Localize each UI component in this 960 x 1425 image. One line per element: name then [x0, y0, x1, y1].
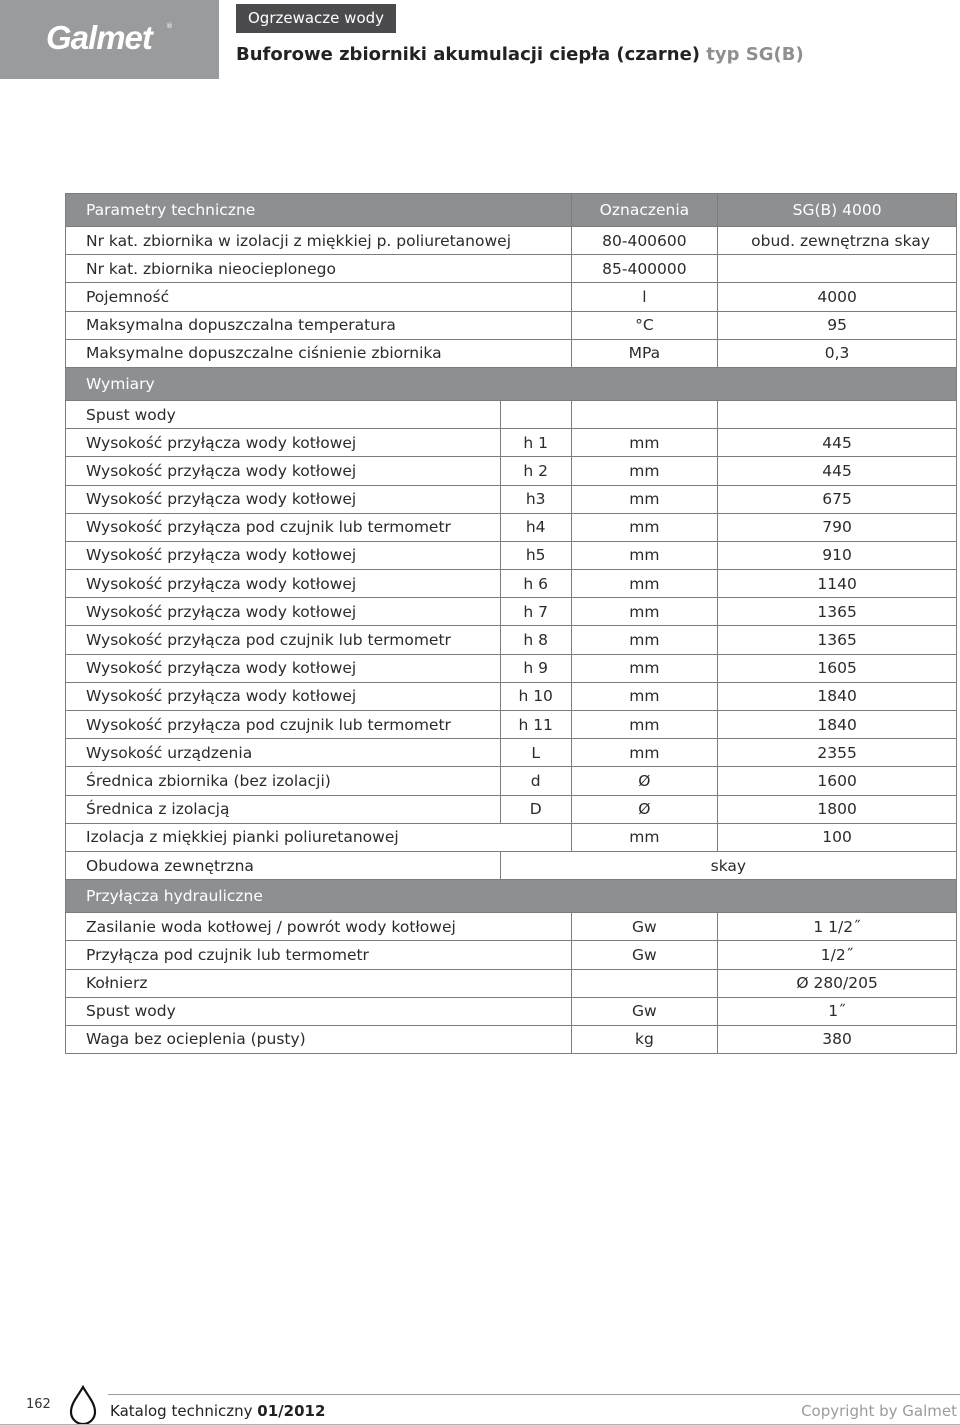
row-label: Wysokość przyłącza wody kotłowej [66, 654, 501, 682]
row-value: 1140 [718, 570, 957, 598]
copyright: Copyright by Galmet [801, 1402, 957, 1420]
row-unit: mm [571, 541, 718, 569]
catalog-issue: 01/2012 [257, 1402, 326, 1420]
row-label: Wysokość przyłącza pod czujnik lub termometr [66, 626, 501, 654]
section-title: Wymiary [66, 367, 957, 400]
row-unit: Gw [571, 941, 718, 969]
row-label: Nr kat. zbiornika w izolacji z miękkiej p. poliuretanowej [66, 227, 572, 255]
row-unit: mm [571, 429, 718, 457]
row-value: 445 [718, 429, 957, 457]
row-label: Spust wody [66, 997, 572, 1025]
table-row [66, 626, 957, 654]
row-symbol: D [500, 795, 571, 823]
row-label: Wysokość przyłącza wody kotłowej [66, 429, 501, 457]
page-title-type: typ SG(B) [706, 44, 804, 65]
page-title-main: Buforowe zbiorniki akumulacji ciepła (czarne) [236, 44, 701, 65]
row-value: 95 [718, 311, 957, 339]
row-unit: mm [571, 457, 718, 485]
row-symbol: h 7 [500, 598, 571, 626]
row-unit: °C [571, 311, 718, 339]
catalog-title: Katalog techniczny [110, 1402, 253, 1420]
spec-table [65, 193, 957, 1054]
row-symbol: L [500, 739, 571, 767]
row-unit: mm [571, 711, 718, 739]
page-title [236, 42, 804, 68]
table-row [66, 823, 957, 851]
row-unit: mm [571, 654, 718, 682]
row-label: Maksymalna dopuszczalna temperatura [66, 311, 572, 339]
row-label: Izolacja z miękkiej pianki poliuretanowej [66, 823, 572, 851]
footer-divider [108, 1394, 960, 1395]
table-row [66, 227, 957, 255]
brand-logo: Galmet [46, 19, 152, 56]
row-label: Wysokość przyłącza wody kotłowej [66, 570, 501, 598]
row-label: Średnica zbiornika (bez izolacji) [66, 767, 501, 795]
table-row [66, 682, 957, 710]
table-row [66, 255, 957, 283]
logo-block [0, 0, 219, 79]
row-unit: Gw [571, 913, 718, 941]
row-value: 1840 [718, 711, 957, 739]
row-value: 2355 [718, 739, 957, 767]
row-value: 445 [718, 457, 957, 485]
row-label: Pojemność [66, 283, 572, 311]
row-symbol: h 10 [500, 682, 571, 710]
table-row [66, 457, 957, 485]
table-row [66, 851, 957, 879]
row-unit: mm [571, 739, 718, 767]
row-symbol: h3 [500, 485, 571, 513]
row-unit: mm [571, 513, 718, 541]
table-row [66, 654, 957, 682]
table-row [66, 711, 957, 739]
row-value: 1840 [718, 682, 957, 710]
row-label: Obudowa zewnętrzna [66, 851, 501, 879]
row-label: Nr kat. zbiornika nieocieplonego [66, 255, 572, 283]
table-row [66, 339, 957, 367]
section-row-hydraulic [66, 880, 957, 913]
row-label: Wysokość przyłącza wody kotłowej [66, 457, 501, 485]
table-row [66, 598, 957, 626]
row-symbol: h 6 [500, 570, 571, 598]
row-symbol: h5 [500, 541, 571, 569]
table-row [66, 311, 957, 339]
row-symbol: h 2 [500, 457, 571, 485]
column-header-parameters: Parametry techniczne [66, 194, 572, 227]
row-value: 675 [718, 485, 957, 513]
row-unit: kg [571, 1025, 718, 1053]
row-value: 380 [718, 1025, 957, 1053]
row-unit: mm [571, 626, 718, 654]
column-header-model: SG(B) 4000 [718, 194, 957, 227]
row-unit: mm [571, 570, 718, 598]
table-row [66, 429, 957, 457]
row-label: Zasilanie woda kotłowej / powrót wody kotłowej [66, 913, 572, 941]
row-value: 1605 [718, 654, 957, 682]
row-label: Wysokość przyłącza wody kotłowej [66, 682, 501, 710]
table-row [66, 400, 957, 428]
row-value: 0,3 [718, 339, 957, 367]
row-symbol: d [500, 767, 571, 795]
row-value: 1365 [718, 598, 957, 626]
row-value: obud. zewnętrzna skay [718, 227, 957, 255]
row-value: 910 [718, 541, 957, 569]
table-row [66, 541, 957, 569]
table-row [66, 969, 957, 997]
row-value [718, 255, 957, 283]
row-symbol: h 9 [500, 654, 571, 682]
table-row [66, 997, 957, 1025]
row-symbol: h 11 [500, 711, 571, 739]
row-unit: mm [571, 485, 718, 513]
row-unit: 85-400000 [571, 255, 718, 283]
registered-mark: ® [166, 22, 173, 30]
row-label: Waga bez ocieplenia (pusty) [66, 1025, 572, 1053]
row-unit: mm [571, 682, 718, 710]
row-label: Wysokość przyłącza wody kotłowej [66, 485, 501, 513]
table-row [66, 767, 957, 795]
row-symbol [500, 400, 571, 428]
row-unit: Ø [571, 767, 718, 795]
row-value: Ø 280/205 [718, 969, 957, 997]
row-value: skay [500, 851, 956, 879]
row-unit [571, 969, 718, 997]
row-label: Maksymalne dopuszczalne ciśnienie zbiornika [66, 339, 572, 367]
table-row [66, 1025, 957, 1053]
row-label: Wysokość urządzenia [66, 739, 501, 767]
table-row [66, 513, 957, 541]
row-label: Przyłącza pod czujnik lub termometr [66, 941, 572, 969]
row-unit: Ø [571, 795, 718, 823]
table-row [66, 795, 957, 823]
row-value: 1365 [718, 626, 957, 654]
page-number: 162 [26, 1397, 51, 1412]
water-drop-icon [67, 1385, 99, 1425]
row-label: Kołnierz [66, 969, 572, 997]
row-label: Spust wody [66, 400, 501, 428]
row-unit: MPa [571, 339, 718, 367]
table-row [66, 941, 957, 969]
table-row [66, 739, 957, 767]
row-unit: l [571, 283, 718, 311]
row-value: 1800 [718, 795, 957, 823]
row-value: 1˝ [718, 997, 957, 1025]
row-symbol: h 1 [500, 429, 571, 457]
row-value: 100 [718, 823, 957, 851]
table-row [66, 283, 957, 311]
row-unit: 80-400600 [571, 227, 718, 255]
row-label: Średnica z izolacją [66, 795, 501, 823]
catalog-label [110, 1402, 325, 1420]
column-header-designation: Oznaczenia [571, 194, 718, 227]
row-unit: mm [571, 823, 718, 851]
row-label: Wysokość przyłącza wody kotłowej [66, 598, 501, 626]
row-value: 1 1/2˝ [718, 913, 957, 941]
row-value: 1/2˝ [718, 941, 957, 969]
table-header-row [66, 194, 957, 227]
row-unit: mm [571, 598, 718, 626]
row-unit [571, 400, 718, 428]
row-label: Wysokość przyłącza pod czujnik lub termometr [66, 513, 501, 541]
table-row [66, 485, 957, 513]
row-symbol: h 8 [500, 626, 571, 654]
row-value: 4000 [718, 283, 957, 311]
row-value [718, 400, 957, 428]
row-symbol: h4 [500, 513, 571, 541]
table-row [66, 570, 957, 598]
row-label: Wysokość przyłącza wody kotłowej [66, 541, 501, 569]
table-row [66, 913, 957, 941]
section-title: Przyłącza hydrauliczne [66, 880, 957, 913]
row-value: 1600 [718, 767, 957, 795]
row-unit: Gw [571, 997, 718, 1025]
section-tag: Ogrzewacze wody [236, 4, 396, 33]
row-value: 790 [718, 513, 957, 541]
section-row-dimensions [66, 367, 957, 400]
row-label: Wysokość przyłącza pod czujnik lub termometr [66, 711, 501, 739]
